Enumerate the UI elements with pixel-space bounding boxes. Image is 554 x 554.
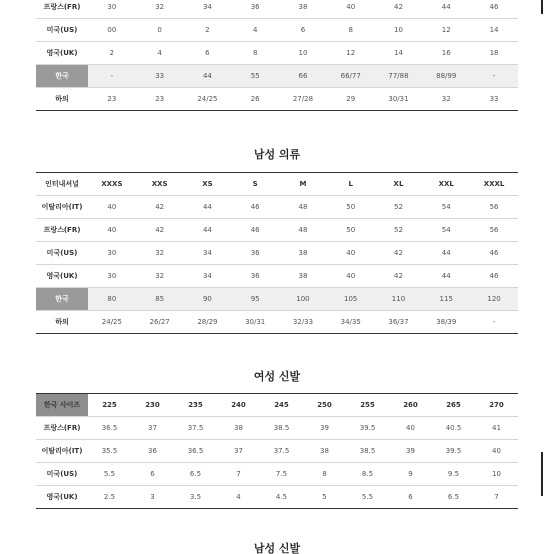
table-cell: 120 — [470, 288, 518, 311]
table-header-row — [36, 394, 518, 417]
table-cell: 4 — [217, 486, 260, 509]
table-row — [36, 65, 518, 88]
table-cell: - — [470, 65, 518, 88]
table-cell: 54 — [422, 219, 470, 242]
table-cell: 44 — [422, 265, 470, 288]
table-cell: 7 — [475, 486, 518, 509]
table-cell: 44 — [184, 196, 232, 219]
men-clothing-title: 남성 의류 — [253, 148, 301, 161]
table-cell: 36.5 — [88, 417, 131, 440]
row-label: 프랑스(FR) — [36, 219, 88, 242]
table-row — [36, 463, 518, 486]
table-cell: - — [88, 65, 136, 88]
table-cell: 46 — [470, 0, 518, 19]
row-label: 미국(US) — [36, 463, 88, 486]
table-cell: 5 — [303, 486, 346, 509]
table-cell: 230 — [131, 394, 174, 417]
table-cell: S — [231, 173, 279, 196]
table-cell: 34 — [184, 0, 232, 19]
women-clothing-section — [36, 0, 518, 111]
table-cell: 46 — [470, 265, 518, 288]
table-cell: 40 — [327, 0, 375, 19]
table-cell: 40 — [475, 440, 518, 463]
row-label: 프랑스(FR) — [36, 0, 88, 19]
row-label: 하의 — [36, 88, 88, 111]
table-cell: 38 — [217, 417, 260, 440]
table-cell: 39.5 — [346, 417, 389, 440]
table-cell: 32 — [136, 0, 184, 19]
row-label: 미국(US) — [36, 19, 88, 42]
table-row — [36, 19, 518, 42]
table-cell: 12 — [327, 42, 375, 65]
table-cell: XXL — [422, 173, 470, 196]
table-cell: 40 — [88, 196, 136, 219]
row-label: 한국 사이즈 — [36, 394, 88, 417]
table-cell: M — [279, 173, 327, 196]
row-label: 미국(US) — [36, 242, 88, 265]
table-cell: 4.5 — [260, 486, 303, 509]
table-cell: 0 — [136, 19, 184, 42]
table-cell: 6.5 — [174, 463, 217, 486]
table-cell: - — [470, 311, 518, 334]
table-row — [36, 42, 518, 65]
table-cell: 37.5 — [260, 440, 303, 463]
table-header-row — [36, 173, 518, 196]
table-cell: 46 — [470, 242, 518, 265]
table-cell: 24/25 — [184, 88, 232, 111]
table-cell: 40.5 — [432, 417, 475, 440]
row-label: 하의 — [36, 311, 88, 334]
row-label: 한국 — [36, 288, 88, 311]
table-cell: 8 — [231, 42, 279, 65]
table-row — [36, 265, 518, 288]
table-cell: 2 — [88, 42, 136, 65]
table-cell: 42 — [136, 219, 184, 242]
table-cell: 10 — [375, 19, 423, 42]
table-cell: 255 — [346, 394, 389, 417]
table-cell: 32 — [136, 265, 184, 288]
table-row — [36, 486, 518, 509]
table-cell: 8 — [303, 463, 346, 486]
scrollbar-track[interactable] — [541, 0, 543, 14]
table-cell: 6 — [279, 19, 327, 42]
table-cell: 4 — [136, 42, 184, 65]
table-cell: 250 — [303, 394, 346, 417]
table-cell: 6.5 — [432, 486, 475, 509]
table-cell: 42 — [375, 242, 423, 265]
row-label: 이탈리아(IT) — [36, 196, 88, 219]
table-cell: 36/37 — [375, 311, 423, 334]
table-cell: 36 — [131, 440, 174, 463]
table-cell: 34/35 — [327, 311, 375, 334]
table-cell: 33 — [470, 88, 518, 111]
men-shoes-title: 남성 신발 — [253, 542, 301, 554]
table-cell: 52 — [375, 196, 423, 219]
table-cell: 14 — [470, 19, 518, 42]
table-cell: 4 — [231, 19, 279, 42]
table-cell: 23 — [88, 88, 136, 111]
table-cell: 18 — [470, 42, 518, 65]
table-cell: 26 — [231, 88, 279, 111]
row-label: 영국(UK) — [36, 265, 88, 288]
table-cell: 40 — [327, 242, 375, 265]
table-cell: 245 — [260, 394, 303, 417]
table-cell: 88/99 — [422, 65, 470, 88]
table-cell: 33 — [136, 65, 184, 88]
table-row — [36, 311, 518, 334]
table-cell: 30/31 — [231, 311, 279, 334]
table-cell: 30 — [88, 242, 136, 265]
table-cell: 38 — [279, 265, 327, 288]
table-cell: XXS — [136, 173, 184, 196]
table-cell: 42 — [375, 0, 423, 19]
table-cell: 240 — [217, 394, 260, 417]
table-row — [36, 196, 518, 219]
table-cell: 235 — [174, 394, 217, 417]
table-cell: 30 — [88, 265, 136, 288]
table-cell: 35.5 — [88, 440, 131, 463]
row-label: 영국(UK) — [36, 42, 88, 65]
row-label: 한국 — [36, 65, 88, 88]
table-cell: 55 — [231, 65, 279, 88]
table-cell: 46 — [231, 219, 279, 242]
table-cell: 38 — [279, 242, 327, 265]
table-cell: 44 — [422, 0, 470, 19]
women-shoes-title: 여성 신발 — [253, 370, 301, 383]
table-cell: 10 — [475, 463, 518, 486]
table-cell: 16 — [422, 42, 470, 65]
table-cell: 39.5 — [432, 440, 475, 463]
table-cell: 6 — [389, 486, 432, 509]
table-cell: 38.5 — [346, 440, 389, 463]
table-cell: 115 — [422, 288, 470, 311]
table-cell: 30/31 — [375, 88, 423, 111]
table-cell: 38/39 — [422, 311, 470, 334]
table-cell: 6 — [131, 463, 174, 486]
table-cell: 50 — [327, 219, 375, 242]
table-cell: 40 — [88, 219, 136, 242]
women-shoes-section — [36, 393, 518, 509]
table-cell: 6 — [184, 42, 232, 65]
table-cell: 7 — [217, 463, 260, 486]
table-cell: 48 — [279, 196, 327, 219]
table-cell: 00 — [88, 19, 136, 42]
table-cell: 36 — [231, 0, 279, 19]
table-cell: 40 — [327, 265, 375, 288]
table-cell: 8.5 — [346, 463, 389, 486]
table-cell: 39 — [303, 417, 346, 440]
table-row — [36, 288, 518, 311]
table-cell: XXXS — [88, 173, 136, 196]
table-cell: 54 — [422, 196, 470, 219]
table-cell: 24/25 — [88, 311, 136, 334]
men-clothing-section — [36, 172, 518, 334]
table-cell: 85 — [136, 288, 184, 311]
table-cell: 34 — [184, 265, 232, 288]
table-cell: 23 — [136, 88, 184, 111]
table-cell: 37 — [131, 417, 174, 440]
table-row — [36, 219, 518, 242]
table-cell: 8 — [327, 19, 375, 42]
table-cell: XS — [184, 173, 232, 196]
table-cell: 105 — [327, 288, 375, 311]
table-cell: 32 — [422, 88, 470, 111]
row-label: 프랑스(FR) — [36, 417, 88, 440]
table-cell: XL — [375, 173, 423, 196]
table-cell: 46 — [231, 196, 279, 219]
table-cell: 37 — [217, 440, 260, 463]
table-cell: 52 — [375, 219, 423, 242]
table-cell: 44 — [184, 65, 232, 88]
table-cell: 44 — [422, 242, 470, 265]
table-row — [36, 417, 518, 440]
table-cell: 30 — [88, 0, 136, 19]
table-cell: 37.5 — [174, 417, 217, 440]
row-label: 인터내셔널 — [36, 173, 88, 196]
table-cell: 36.5 — [174, 440, 217, 463]
table-cell: 38 — [303, 440, 346, 463]
table-cell: 40 — [389, 417, 432, 440]
table-cell: 265 — [432, 394, 475, 417]
table-row — [36, 242, 518, 265]
women-clothing-table — [36, 0, 518, 111]
table-cell: 5.5 — [346, 486, 389, 509]
row-label: 이탈리아(IT) — [36, 440, 88, 463]
row-label: 영국(UK) — [36, 486, 88, 509]
table-cell: 270 — [475, 394, 518, 417]
table-cell: 80 — [88, 288, 136, 311]
table-cell: 3 — [131, 486, 174, 509]
table-cell: XXXL — [470, 173, 518, 196]
table-cell: 28/29 — [184, 311, 232, 334]
men-clothing-table — [36, 172, 518, 334]
table-cell: 39 — [389, 440, 432, 463]
table-cell: 5.5 — [88, 463, 131, 486]
table-cell: L — [327, 173, 375, 196]
table-cell: 7.5 — [260, 463, 303, 486]
table-cell: 3.5 — [174, 486, 217, 509]
table-cell: 2 — [184, 19, 232, 42]
table-cell: 32 — [136, 242, 184, 265]
table-cell: 42 — [136, 196, 184, 219]
table-cell: 36 — [231, 265, 279, 288]
table-cell: 66/77 — [327, 65, 375, 88]
table-cell: 77/88 — [375, 65, 423, 88]
table-cell: 56 — [470, 219, 518, 242]
table-cell: 38.5 — [260, 417, 303, 440]
table-cell: 10 — [279, 42, 327, 65]
table-cell: 29 — [327, 88, 375, 111]
table-cell: 100 — [279, 288, 327, 311]
table-row — [36, 440, 518, 463]
table-cell: 260 — [389, 394, 432, 417]
table-cell: 32/33 — [279, 311, 327, 334]
table-cell: 50 — [327, 196, 375, 219]
scrollbar-thumb[interactable] — [541, 452, 543, 496]
table-cell: 41 — [475, 417, 518, 440]
table-cell: 9 — [389, 463, 432, 486]
table-cell: 34 — [184, 242, 232, 265]
table-cell: 110 — [375, 288, 423, 311]
table-row — [36, 0, 518, 19]
table-cell: 225 — [88, 394, 131, 417]
table-cell: 27/28 — [279, 88, 327, 111]
table-row — [36, 88, 518, 111]
table-cell: 2.5 — [88, 486, 131, 509]
table-cell: 56 — [470, 196, 518, 219]
table-cell: 9.5 — [432, 463, 475, 486]
table-cell: 38 — [279, 0, 327, 19]
table-cell: 12 — [422, 19, 470, 42]
table-cell: 26/27 — [136, 311, 184, 334]
table-cell: 44 — [184, 219, 232, 242]
table-cell: 90 — [184, 288, 232, 311]
table-cell: 66 — [279, 65, 327, 88]
table-cell: 36 — [231, 242, 279, 265]
women-shoes-table — [36, 393, 518, 509]
table-cell: 42 — [375, 265, 423, 288]
table-cell: 48 — [279, 219, 327, 242]
table-cell: 95 — [231, 288, 279, 311]
table-cell: 14 — [375, 42, 423, 65]
